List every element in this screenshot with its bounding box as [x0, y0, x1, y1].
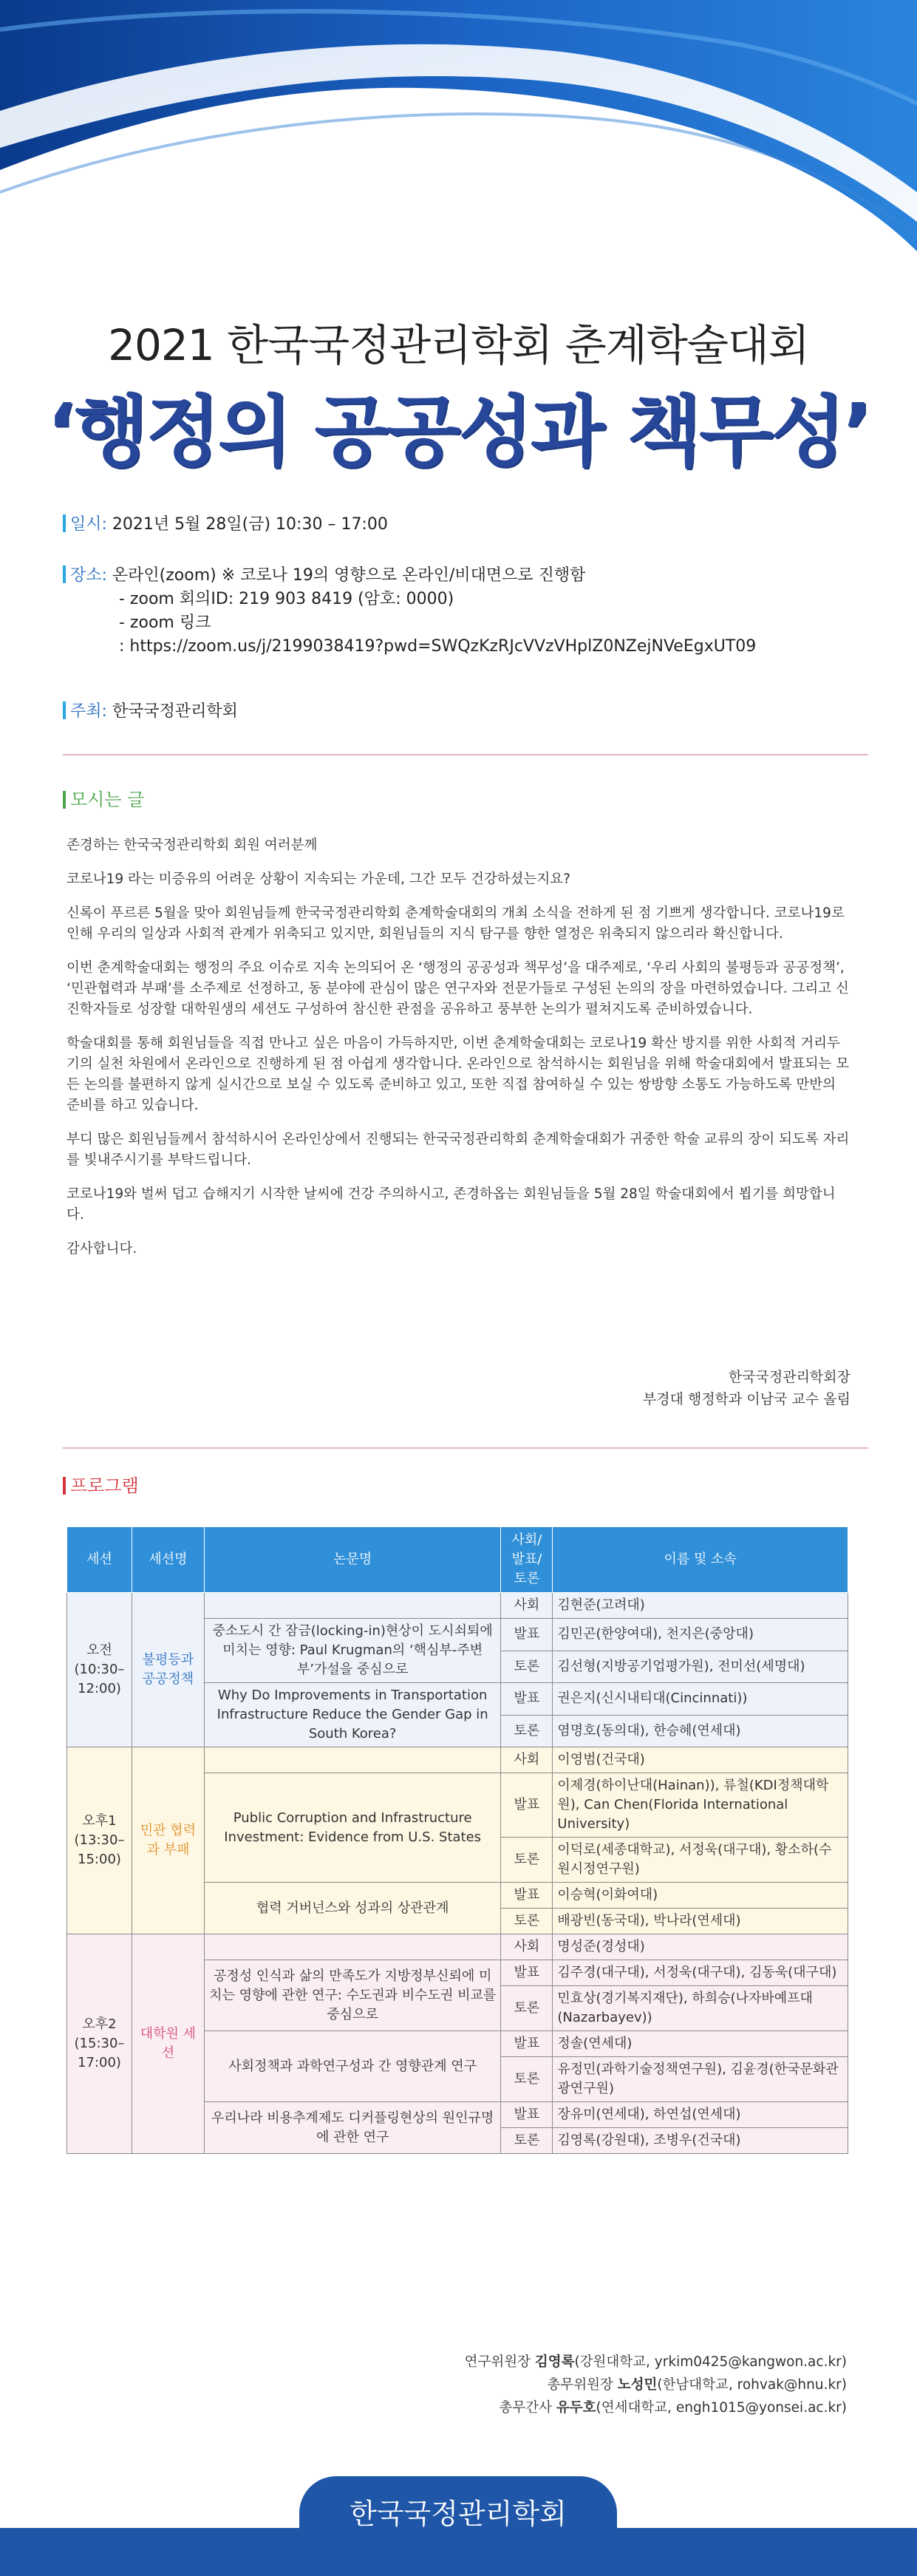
letter-paragraph: 코로나19와 벌써 덥고 습해지기 시작한 날씨에 건강 주의하시고, 존경하옵는 회원님들을 5월 28일 학술대회에서 뵙기를 희망합니다. — [67, 1186, 836, 1223]
table-row: 협력 거버넌스와 성과의 상관관계 발표 이승혁(이화여대) — [67, 1883, 848, 1909]
bullet-bar-icon — [63, 514, 66, 532]
place-row — [63, 564, 756, 659]
table-row: 토론 배광빈(동국대), 박나라(연세대) — [67, 1909, 848, 1934]
letter-heading: 모시는 글 — [63, 785, 144, 811]
date-value: 2021년 5월 28일(금) 10:30 – 17:00 — [112, 515, 388, 534]
table-row: 토론 이덕로(세종대학교), 서정욱(대구대), 황소하(수원시정연구원) — [67, 1838, 848, 1883]
letter-paragraph: 존경하는 한국국정관리학회 회원 여러분께 — [67, 837, 318, 853]
zoom-link[interactable]: : https://zoom.us/j/2199038419?pwd=SWQzKzRJcVVzVHplZ0NZejNVeEgxUT09 — [119, 637, 757, 656]
paper-title: 공정성 인식과 삶의 만족도가 지방정부신뢰에 미치는 영향에 관한 연구: 수도권과 비수도권 비교를 중심으로 — [204, 1960, 501, 2031]
footer-organization: 한국국정관리학회 — [350, 2498, 567, 2530]
table-row: Public Corruption and Infrastructure Investment: Evidence from U.S. States 발표 이제경(하이난대(Hainan)), 류철(KDI정책대학원), Can Chen(Florida International University) — [67, 1773, 848, 1838]
contact-line: 연구위원장 김영록(강원대학교, yrkim0425@kangwon.ac.kr) — [464, 2354, 847, 2370]
table-row: 사회정책과 과학연구성과 간 영향관계 연구 발표 정솔(연세대) — [67, 2031, 848, 2057]
bullet-bar-icon — [63, 1477, 66, 1495]
zoom-link-label: - zoom 링크 — [119, 614, 211, 632]
table-row: 오후2 (15:30– 17:00) 대학원 세션 사회 명성준(경성대) — [67, 1934, 848, 1960]
paper-title: 우리나라 비용추계제도 디커플링현상의 원인규명에 관한 연구 — [204, 2102, 501, 2154]
table-row: 토론 김영록(강원대), 조병우(건국대) — [67, 2128, 848, 2154]
letter-signature — [643, 1366, 850, 1410]
table-header-row — [67, 1527, 848, 1593]
bullet-bar-icon — [63, 565, 66, 583]
place-label: 장소: — [70, 566, 107, 585]
table-row: 토론 유정민(과학기술정책연구원), 김윤경(한국문화관광연구원) — [67, 2057, 848, 2102]
letter-paragraph: 부디 많은 회원님들께서 참석하시어 온라인상에서 진행되는 한국국정관리학회 춘계학술대회가 귀중한 학술 교류의 장이 되도록 자리를 빛내주시기를 부탁드립니다. — [67, 1132, 850, 1168]
letter-body — [67, 835, 850, 1273]
header-wave-decoration — [0, 0, 917, 281]
contact-line: 총무간사 유두호(연세대학교, engh1015@yonsei.ac.kr) — [499, 2400, 847, 2416]
letter-paragraph: 코로나19 라는 미증유의 어려운 상황이 지속되는 가운데, 그간 모두 건강하셨는지요? — [67, 871, 570, 887]
header-paper: 논문명 — [204, 1527, 501, 1593]
table-row: 토론 민효상(경기복지재단), 하희승(나자바예프대(Nazarbayev)) — [67, 1986, 848, 2031]
table-row: 공정성 인식과 삶의 만족도가 지방정부신뢰에 미치는 영향에 관한 연구: 수도권과 비수도권 비교를 중심으로 발표 김주경(대구대), 서정욱(대구대), 김동욱(대구대) — [67, 1960, 848, 1986]
paper-title: Public Corruption and Infrastructure Investment: Evidence from U.S. States — [204, 1773, 501, 1883]
contact-info — [465, 2351, 847, 2419]
session-name: 불평등과 공공정책 — [132, 1593, 204, 1747]
paper-title: Why Do Improvements in Transportation Infrastructure Reduce the Gender Gap in South Korea? — [204, 1683, 501, 1747]
table-row: 중소도시 간 잠금(locking-in)현상이 도시쇠퇴에 미치는 영향: Paul Krugman의 ‘핵심부-주변부’가설을 중심으로 발표 김민곤(한양여대), 천지은(중앙대) — [67, 1619, 848, 1651]
session-time: 오전 (10:30– 12:00) — [67, 1593, 132, 1747]
section-divider — [63, 1447, 868, 1449]
header-names: 이름 및 소속 — [553, 1527, 848, 1593]
table-row: 오후1 (13:30– 15:00) 민관 협력과 부패 사회 이영범(건국대) — [67, 1747, 848, 1773]
conference-title: 2021 한국국정관리학회 춘계학술대회 — [108, 320, 809, 370]
table-row: 오전 (10:30– 12:00) 불평등과 공공정책 사회 김현준(고려대) — [67, 1593, 848, 1619]
host-row — [63, 699, 238, 721]
letter-paragraph: 학술대회를 통해 회원님들을 직접 만나고 싶은 마음이 가득하지만, 이번 춘계학술대회는 코로나19 확산 방지를 위한 사회적 거리두기의 실천 차원에서 온라인으로 진행하게 된 점 아쉽게 생각합니다. 온라인으로 참석하시는 회원님을 위해 학술대회에서 발표되는 모든 논의를 불편하지 않게 실시간으로 보실 수 있도록 준비하고 있고, 또한 직접 참여하실 수 있는 쌍방향 소통도 가능하도록 만반의 준비를 하고 있습니다. — [67, 1036, 850, 1113]
header-session-name: 세션명 — [132, 1527, 204, 1593]
paper-title: 협력 거버넌스와 성과의 상관관계 — [204, 1883, 501, 1934]
session-name: 대학원 세션 — [132, 1934, 204, 2154]
letter-paragraph: 이번 춘계학술대회는 행정의 주요 이슈로 지속 논의되어 온 ‘행정의 공공성과 책무성’을 대주제로, ‘우리 사회의 불평등과 공공정책’, ‘민관협력과 부패’를 소주제로 선정하고, 동 분야에 관심이 많은 연구자와 전문가들로 구성된 논의의 장을 마련하였습니다. 그리고 신진학자들로 성장할 대학원생의 세션도 구성하여 참신한 관점을 공유하고 풍부한 논의가 펼쳐지도록 준비하였습니다. — [67, 960, 849, 1017]
date-label: 일시: — [70, 515, 107, 534]
signature-name: 부경대 행정학과 이남국 교수 올림 — [642, 1391, 850, 1407]
conference-theme: ‘행정의 공공성과 책무성’ — [47, 387, 870, 477]
table-row: 우리나라 비용추계제도 디커플링현상의 원인규명에 관한 연구 발표 장유미(연세대), 하연섭(연세대) — [67, 2102, 848, 2128]
session-time: 오후2 (15:30– 17:00) — [67, 1934, 132, 2154]
zoom-id: - zoom 회의ID: 219 903 8419 (암호: 0000) — [119, 590, 454, 608]
bullet-bar-icon — [63, 701, 66, 719]
host-label: 주최: — [70, 702, 107, 721]
place-value: 온라인(zoom) ※ 코로나 19의 영향으로 온라인/비대면으로 진행함 — [112, 566, 586, 585]
paper-title: 중소도시 간 잠금(locking-in)현상이 도시쇠퇴에 미치는 영향: Paul Krugman의 ‘핵심부-주변부’가설을 중심으로 — [204, 1619, 501, 1683]
header-session: 세션 — [67, 1527, 132, 1593]
signature-org: 한국국정관리학회장 — [728, 1369, 850, 1385]
table-row: 토론 김선형(지방공기업평가원), 전미선(세명대) — [67, 1651, 848, 1683]
contact-line: 총무위원장 노성민(한남대학교, rohvak@hnu.kr) — [547, 2377, 847, 2393]
session-time: 오후1 (13:30– 15:00) — [67, 1747, 132, 1934]
letter-paragraph: 신록이 푸르른 5월을 맞아 회원님들께 한국국정관리학회 춘계학술대회의 개최 소식을 전하게 된 점 기쁘게 생각합니다. 코로나19로 인해 우리의 일상과 사회적 관계가 위축되고 있지만, 회원님들의 지식 탐구를 향한 열정은 위축되지 않으리라 확신합니다. — [67, 905, 845, 942]
program-table — [67, 1526, 848, 2154]
table-row: Why Do Improvements in Transportation Infrastructure Reduce the Gender Gap in South Korea? 발표 권은지(신시내티대(Cincinnati)) — [67, 1683, 848, 1716]
letter-paragraph: 감사합니다. — [67, 1241, 137, 1257]
header-role: 사회/발표/토론 — [501, 1527, 553, 1593]
host-value: 한국국정관리학회 — [112, 702, 238, 721]
session-name: 민관 협력과 부패 — [132, 1747, 204, 1934]
bullet-bar-icon — [63, 791, 66, 809]
section-divider — [63, 754, 868, 755]
paper-title: 사회정책과 과학연구성과 간 영향관계 연구 — [204, 2031, 501, 2102]
table-row: 토론 염명호(동의대), 한승혜(연세대) — [67, 1715, 848, 1747]
program-heading: 프로그램 — [63, 1471, 139, 1497]
date-row — [63, 512, 388, 534]
